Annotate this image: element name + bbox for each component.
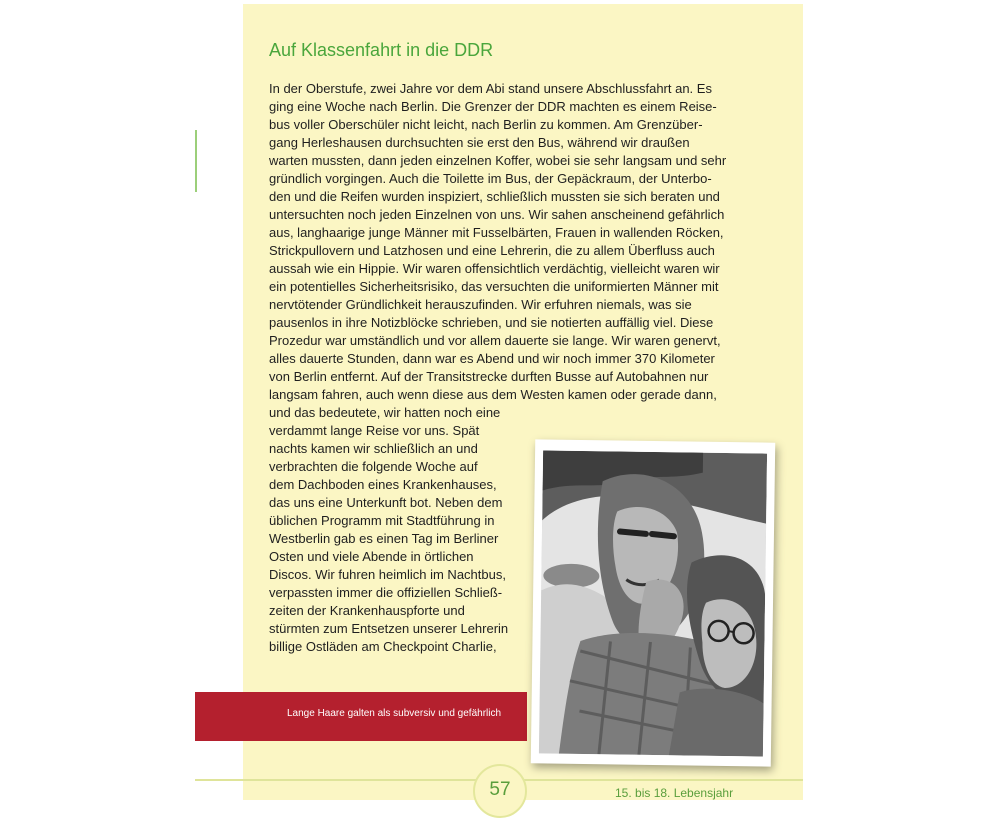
body-line: zeiten der Krankenhauspforte und [269,603,465,618]
body-line: ging eine Woche nach Berlin. Die Grenzer der DDR machten es einem Reise- [269,99,717,114]
body-line: langsam fahren, auch wenn diese aus dem Westen kamen oder gerade dann, [269,387,717,402]
body-line: und das bedeutete, wir hatten noch eine [269,405,501,420]
page-number: 57 [489,779,511,800]
body-line: dem Dachboden eines Krankenhauses, [269,477,497,492]
body-line: nachts kamen wir schließlich an und [269,441,478,456]
article-title: Auf Klassenfahrt in die DDR [269,40,494,60]
body-line: untersuchten noch jeden Einzelnen von uns. Wir sahen anscheinend gefährlich [269,207,725,222]
body-line: pausenlos in ihre Notizblöcke schrieben, und sie notierten auffällig viel. Diese [269,315,714,330]
body-line: verpassten immer die offiziellen Schließ- [269,585,503,600]
body-line: üblichen Programm mit Stadtführung in [269,513,495,528]
body-line: gründlich vorgingen. Auch die Toilette im Bus, der Gepäckraum, der Unterbo- [269,171,712,186]
body-line: aus, langhaarige junge Männer mit Fusselbärten, Frauen in wallenden Röcken, [269,225,724,240]
caption-bar [195,692,527,741]
body-line: billige Ostläden am Checkpoint Charlie, [269,639,497,654]
photo-caption: Lange Haare galten als subversiv und gefährlich [287,708,502,719]
body-line: gang Herleshausen durchsuchten sie erst den Bus, während wir draußen [269,135,690,150]
body-line: von Berlin entfernt. Auf der Transitstrecke durften Busse auf Autobahnen nur [269,369,709,384]
body-line: verbrachten die folgende Woche auf [269,459,478,474]
body-line: stürmten zum Entsetzen unserer Lehrerin [269,621,509,636]
margin-accent-line [195,130,197,192]
body-line: Strickpullovern und Latzhosen und eine Lehrerin, die zu allem Überfluss auch [269,243,715,258]
body-line: den und die Reifen wurden inspiziert, schließlich mussten sie sich beraten und [269,189,720,204]
body-line: In der Oberstufe, zwei Jahre vor dem Abi stand unsere Abschlussfahrt an. Es [269,81,712,96]
body-line: verdammt lange Reise vor uns. Spät [269,423,480,438]
body-line: ein potentielles Sicherheitsrisiko, das versuchten die uniformierten Männer mit [269,279,719,294]
photo-two-students [539,450,767,756]
body-line: Discos. Wir fuhren heimlich im Nachtbus, [269,567,506,582]
photo-frame [531,439,776,766]
body-line: warten mussten, dann jeden einzelnen Koffer, wobei sie sehr langsam und sehr [269,153,727,168]
body-line: aussah wie ein Hippie. Wir waren offensichtlich verdächtig, vielleicht waren wir [269,261,720,276]
body-line: Prozedur war umständlich und vor allem dauerte sie lange. Wir waren genervt, [269,333,721,348]
body-line: nervtötender Gründlichkeit herauszufinden. Wir erfuhren niemals, was sie [269,297,692,312]
body-line: Westberlin gab es einen Tag im Berliner [269,531,499,546]
body-line: Osten und viele Abende in örtlichen [269,549,474,564]
body-line: das uns eine Unterkunft bot. Neben dem [269,495,503,510]
body-line: alles dauerte Stunden, dann war es Abend und wir noch immer 370 Kilometer [269,351,715,366]
body-line: bus voller Oberschüler nicht leicht, nach Berlin zu kommen. Am Grenzüber- [269,117,703,132]
page-number-badge [473,764,527,818]
chapter-label: 15. bis 18. Lebensjahr [615,786,734,800]
